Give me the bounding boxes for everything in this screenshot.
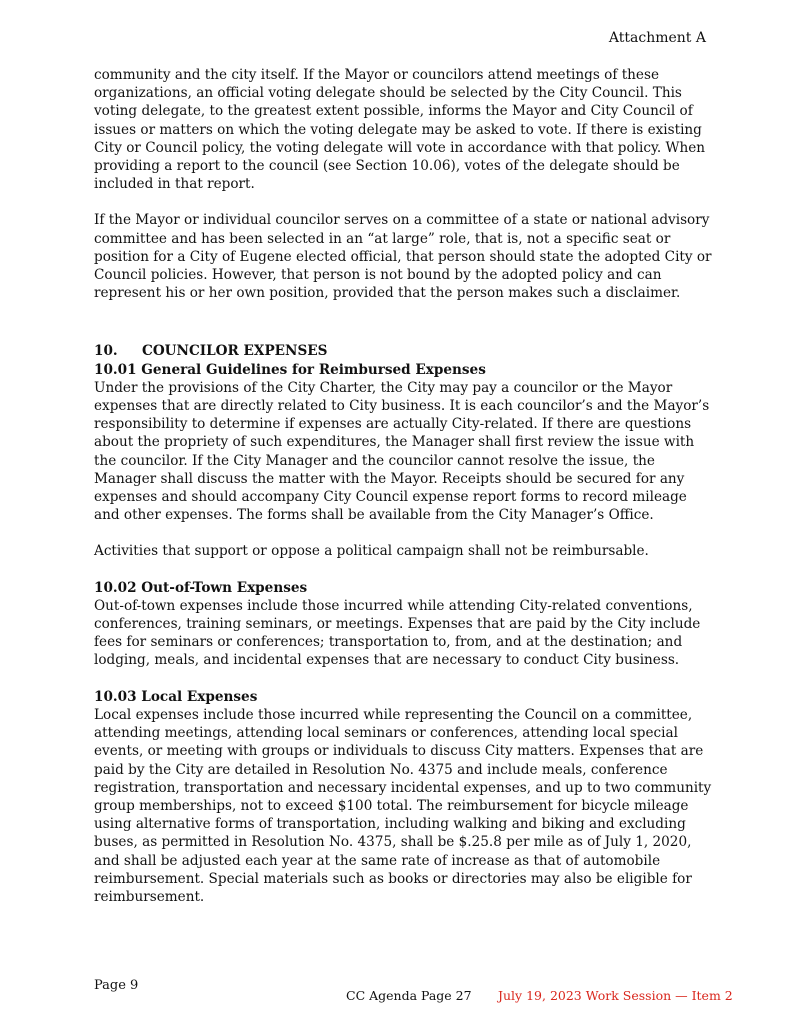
subsection-heading-10-03: 10.03 Local Expenses <box>94 688 258 705</box>
subsection-heading-10-01: 10.01 General Guidelines for Reimbursed Expenses <box>94 361 486 378</box>
subsection-10-01-paragraph-1: Under the provisions of the City Charter, the City may pay a councilor or the Mayor expenses that are directly related to City business. It is each councilor’s and the Mayor’s responsibility to determine if expenses are actually City-related. If there are questions about the propriety of such expenditures, the Manager shall first review the issue with the councilor. If the City Manager and the councilor cannot resolve the issue, the Manager shall discuss the matter with the Mayor. Receipts should be secured for any expenses and should accompany City Council expense report forms to record mileage and other expenses. The forms shall be available from the City Manager’s Office. <box>94 379 710 524</box>
agenda-page-label: CC Agenda Page 27 <box>346 988 472 1003</box>
attachment-label: Attachment A <box>608 30 706 46</box>
subsection-10-02-paragraph-1: Out-of-town expenses include those incurred while attending City-related conventions, conferences, training seminars, or meetings. Expenses that are paid by the City include fees for seminars or conferences; transportation to, from, and at the destination; and lodging, meals, and incidental expenses that are necessary to conduct City business. <box>94 597 701 669</box>
subsection-10-03-paragraph-1: Local expenses include those incurred while representing the Council on a committee, attending meetings, attending local seminars or conferences, attending local special events, or meeting with groups or individuals to discuss City matters. Expenses that are paid by the City are detailed in Resolution No. 4375 and include meals, conference registration, transportation and necessary incidental expenses, and up to two community group memberships, not to exceed $100 total. The reimbursement for bicycle mileage using alternative forms of transportation, including walking and biking and excluding buses, as permitted in Resolution No. 4375, shall be $.25.8 per mile as of July 1, 2020, and shall be adjusted each year at the same rate of increase as that of automobile reimbursement. Special materials such as books or directories may also be eligible for reimbursement. <box>94 706 712 905</box>
intro-paragraph-2: If the Mayor or individual councilor serves on a committee of a state or national advisory committee and has been selected in an “at large” role, that is, not a specific seat or position for a City of Eugene elected official, that person should state the adopted City or Council policies. However, that person is not bound by the adopted policy and can represent his or her own position, provided that the person makes such a disclaimer. <box>94 212 712 302</box>
document-body <box>94 66 714 924</box>
section-title: COUNCILOR EXPENSES <box>142 343 328 360</box>
subsection-10-01-paragraph-2: Activities that support or oppose a political campaign shall not be reimbursable. <box>94 543 649 560</box>
intro-paragraph-1: community and the city itself. If the Mayor or councilors attend meetings of these organizations, an official voting delegate should be selected by the City Council. This voting delegate, to the greatest extent possible, informs the Mayor and City Council of issues or matters on which the voting delegate may be asked to vote. If there is existing City or Council policy, the voting delegate will vote in accordance with that policy. When providing a report to the council (see Section 10.06), votes of the delegate should be included in that report. <box>94 67 705 193</box>
subsection-heading-10-02: 10.02 Out-of-Town Expenses <box>94 579 308 596</box>
section-heading <box>94 342 714 360</box>
page-number: Page 9 <box>94 978 139 993</box>
work-session-label: July 19, 2023 Work Session — Item 2 <box>498 988 733 1003</box>
section-number: 10. <box>94 343 118 360</box>
